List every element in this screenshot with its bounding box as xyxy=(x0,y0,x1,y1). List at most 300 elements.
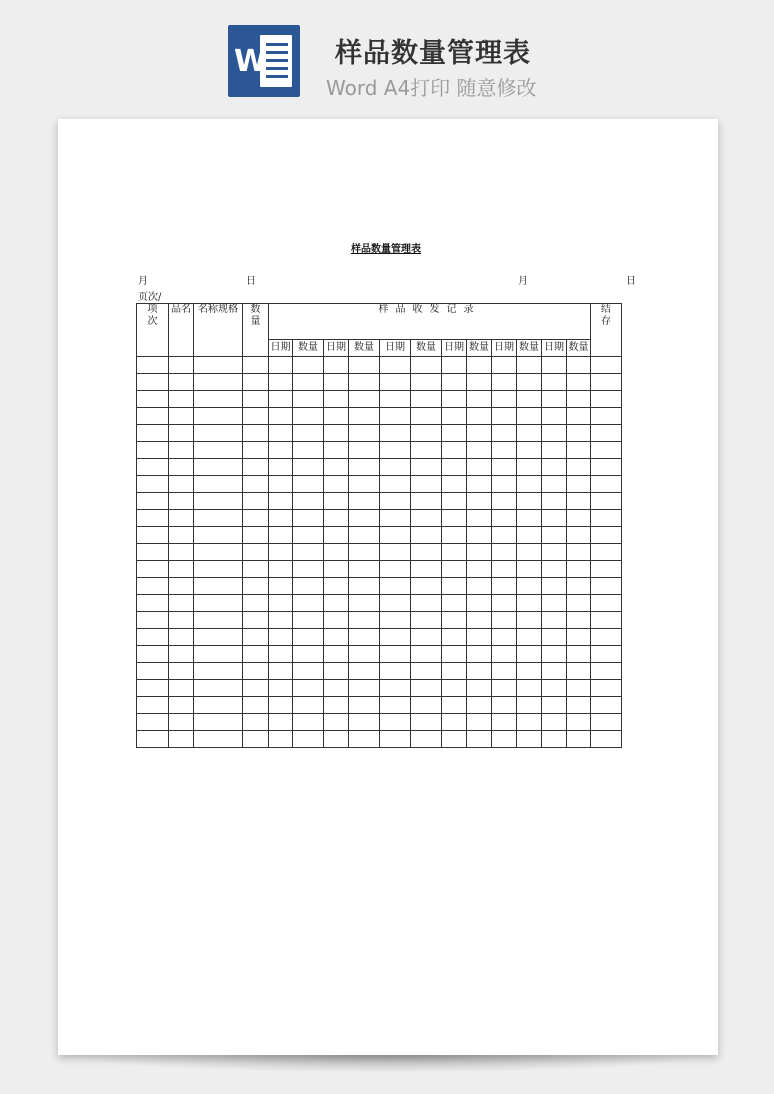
table-cell[interactable] xyxy=(269,476,293,493)
table-cell[interactable] xyxy=(492,476,517,493)
table-cell[interactable] xyxy=(591,544,622,561)
table-cell[interactable] xyxy=(411,459,442,476)
table-cell[interactable] xyxy=(293,391,324,408)
table-cell[interactable] xyxy=(492,646,517,663)
table-cell[interactable] xyxy=(542,612,567,629)
table-cell[interactable] xyxy=(137,527,169,544)
table-cell[interactable] xyxy=(269,374,293,391)
table-cell[interactable] xyxy=(243,697,269,714)
table-cell[interactable] xyxy=(567,646,591,663)
table-cell[interactable] xyxy=(467,731,492,748)
table-cell[interactable] xyxy=(324,493,349,510)
table-cell[interactable] xyxy=(243,680,269,697)
table-cell[interactable] xyxy=(411,527,442,544)
table-cell[interactable] xyxy=(194,680,243,697)
table-cell[interactable] xyxy=(349,646,380,663)
table-cell[interactable] xyxy=(411,425,442,442)
table-cell[interactable] xyxy=(324,697,349,714)
table-cell[interactable] xyxy=(442,544,467,561)
table-cell[interactable] xyxy=(380,646,411,663)
table-cell[interactable] xyxy=(194,476,243,493)
table-cell[interactable] xyxy=(492,612,517,629)
table-cell[interactable] xyxy=(380,391,411,408)
table-cell[interactable] xyxy=(517,459,542,476)
table-cell[interactable] xyxy=(269,459,293,476)
table-cell[interactable] xyxy=(137,612,169,629)
table-cell[interactable] xyxy=(194,629,243,646)
table-cell[interactable] xyxy=(349,731,380,748)
table-cell[interactable] xyxy=(517,561,542,578)
table-cell[interactable] xyxy=(380,476,411,493)
table-cell[interactable] xyxy=(492,731,517,748)
table-cell[interactable] xyxy=(243,374,269,391)
table-cell[interactable] xyxy=(492,629,517,646)
table-cell[interactable] xyxy=(467,578,492,595)
table-cell[interactable] xyxy=(349,561,380,578)
table-cell[interactable] xyxy=(194,612,243,629)
table-cell[interactable] xyxy=(137,374,169,391)
table-cell[interactable] xyxy=(194,578,243,595)
table-cell[interactable] xyxy=(467,374,492,391)
table-cell[interactable] xyxy=(517,391,542,408)
table-cell[interactable] xyxy=(442,680,467,697)
table-cell[interactable] xyxy=(591,663,622,680)
table-cell[interactable] xyxy=(467,493,492,510)
table-cell[interactable] xyxy=(137,391,169,408)
table-cell[interactable] xyxy=(269,629,293,646)
table-cell[interactable] xyxy=(293,629,324,646)
table-cell[interactable] xyxy=(567,680,591,697)
table-cell[interactable] xyxy=(269,510,293,527)
table-cell[interactable] xyxy=(293,646,324,663)
table-cell[interactable] xyxy=(591,527,622,544)
table-cell[interactable] xyxy=(293,680,324,697)
table-cell[interactable] xyxy=(442,697,467,714)
table-cell[interactable] xyxy=(567,493,591,510)
table-cell[interactable] xyxy=(349,595,380,612)
table-cell[interactable] xyxy=(293,578,324,595)
table-cell[interactable] xyxy=(194,493,243,510)
table-cell[interactable] xyxy=(324,425,349,442)
table-cell[interactable] xyxy=(269,391,293,408)
table-cell[interactable] xyxy=(324,391,349,408)
table-cell[interactable] xyxy=(169,510,194,527)
table-cell[interactable] xyxy=(517,612,542,629)
table-cell[interactable] xyxy=(517,680,542,697)
table-cell[interactable] xyxy=(542,697,567,714)
table-cell[interactable] xyxy=(194,544,243,561)
table-cell[interactable] xyxy=(591,408,622,425)
table-cell[interactable] xyxy=(542,578,567,595)
table-cell[interactable] xyxy=(349,527,380,544)
table-cell[interactable] xyxy=(411,561,442,578)
table-cell[interactable] xyxy=(591,731,622,748)
table-cell[interactable] xyxy=(293,357,324,374)
table-cell[interactable] xyxy=(324,629,349,646)
table-cell[interactable] xyxy=(293,612,324,629)
table-cell[interactable] xyxy=(442,374,467,391)
table-cell[interactable] xyxy=(492,561,517,578)
table-cell[interactable] xyxy=(349,357,380,374)
table-cell[interactable] xyxy=(567,476,591,493)
table-cell[interactable] xyxy=(442,510,467,527)
table-cell[interactable] xyxy=(380,408,411,425)
table-cell[interactable] xyxy=(169,425,194,442)
table-cell[interactable] xyxy=(591,697,622,714)
table-cell[interactable] xyxy=(169,629,194,646)
table-cell[interactable] xyxy=(542,714,567,731)
table-cell[interactable] xyxy=(169,408,194,425)
table-cell[interactable] xyxy=(194,408,243,425)
table-cell[interactable] xyxy=(542,680,567,697)
table-cell[interactable] xyxy=(542,510,567,527)
table-cell[interactable] xyxy=(492,697,517,714)
table-cell[interactable] xyxy=(467,612,492,629)
table-cell[interactable] xyxy=(411,544,442,561)
table-cell[interactable] xyxy=(243,459,269,476)
table-cell[interactable] xyxy=(324,680,349,697)
table-cell[interactable] xyxy=(591,561,622,578)
table-cell[interactable] xyxy=(411,408,442,425)
table-cell[interactable] xyxy=(243,646,269,663)
table-cell[interactable] xyxy=(169,646,194,663)
table-cell[interactable] xyxy=(542,544,567,561)
table-cell[interactable] xyxy=(243,663,269,680)
table-cell[interactable] xyxy=(567,663,591,680)
table-cell[interactable] xyxy=(591,510,622,527)
table-cell[interactable] xyxy=(492,374,517,391)
table-cell[interactable] xyxy=(380,714,411,731)
table-cell[interactable] xyxy=(137,544,169,561)
table-cell[interactable] xyxy=(243,476,269,493)
table-cell[interactable] xyxy=(567,561,591,578)
table-cell[interactable] xyxy=(194,425,243,442)
table-cell[interactable] xyxy=(269,357,293,374)
table-cell[interactable] xyxy=(194,731,243,748)
table-cell[interactable] xyxy=(243,493,269,510)
table-cell[interactable] xyxy=(467,629,492,646)
table-cell[interactable] xyxy=(492,408,517,425)
table-cell[interactable] xyxy=(324,510,349,527)
table-cell[interactable] xyxy=(243,544,269,561)
table-cell[interactable] xyxy=(137,663,169,680)
table-cell[interactable] xyxy=(411,595,442,612)
table-cell[interactable] xyxy=(194,561,243,578)
table-cell[interactable] xyxy=(411,680,442,697)
table-cell[interactable] xyxy=(324,544,349,561)
table-cell[interactable] xyxy=(137,459,169,476)
table-cell[interactable] xyxy=(567,629,591,646)
table-cell[interactable] xyxy=(349,680,380,697)
table-cell[interactable] xyxy=(324,374,349,391)
table-cell[interactable] xyxy=(349,544,380,561)
table-cell[interactable] xyxy=(293,527,324,544)
table-cell[interactable] xyxy=(349,578,380,595)
table-cell[interactable] xyxy=(567,697,591,714)
table-cell[interactable] xyxy=(137,697,169,714)
table-cell[interactable] xyxy=(169,357,194,374)
table-cell[interactable] xyxy=(467,680,492,697)
table-cell[interactable] xyxy=(517,493,542,510)
table-cell[interactable] xyxy=(442,578,467,595)
table-cell[interactable] xyxy=(567,357,591,374)
table-cell[interactable] xyxy=(567,510,591,527)
table-cell[interactable] xyxy=(137,510,169,527)
table-cell[interactable] xyxy=(442,357,467,374)
table-cell[interactable] xyxy=(293,714,324,731)
table-cell[interactable] xyxy=(269,646,293,663)
table-cell[interactable] xyxy=(411,714,442,731)
table-cell[interactable] xyxy=(542,408,567,425)
table-cell[interactable] xyxy=(442,408,467,425)
table-cell[interactable] xyxy=(467,561,492,578)
table-cell[interactable] xyxy=(542,646,567,663)
table-cell[interactable] xyxy=(169,714,194,731)
table-cell[interactable] xyxy=(411,646,442,663)
table-cell[interactable] xyxy=(542,442,567,459)
table-cell[interactable] xyxy=(269,408,293,425)
table-cell[interactable] xyxy=(567,459,591,476)
table-cell[interactable] xyxy=(567,425,591,442)
table-cell[interactable] xyxy=(542,561,567,578)
table-cell[interactable] xyxy=(137,493,169,510)
table-cell[interactable] xyxy=(442,731,467,748)
table-cell[interactable] xyxy=(324,527,349,544)
table-cell[interactable] xyxy=(467,357,492,374)
table-cell[interactable] xyxy=(269,663,293,680)
table-cell[interactable] xyxy=(349,408,380,425)
table-cell[interactable] xyxy=(380,459,411,476)
table-cell[interactable] xyxy=(542,476,567,493)
table-cell[interactable] xyxy=(169,680,194,697)
table-cell[interactable] xyxy=(492,391,517,408)
table-cell[interactable] xyxy=(293,510,324,527)
table-cell[interactable] xyxy=(293,731,324,748)
table-cell[interactable] xyxy=(324,561,349,578)
table-cell[interactable] xyxy=(517,357,542,374)
table-cell[interactable] xyxy=(169,663,194,680)
table-cell[interactable] xyxy=(380,425,411,442)
table-cell[interactable] xyxy=(169,493,194,510)
table-cell[interactable] xyxy=(269,527,293,544)
table-cell[interactable] xyxy=(349,425,380,442)
table-cell[interactable] xyxy=(467,459,492,476)
table-cell[interactable] xyxy=(349,629,380,646)
table-cell[interactable] xyxy=(467,714,492,731)
table-cell[interactable] xyxy=(349,697,380,714)
table-cell[interactable] xyxy=(492,510,517,527)
table-cell[interactable] xyxy=(243,731,269,748)
table-cell[interactable] xyxy=(243,578,269,595)
table-cell[interactable] xyxy=(137,425,169,442)
table-cell[interactable] xyxy=(467,595,492,612)
table-cell[interactable] xyxy=(591,680,622,697)
table-cell[interactable] xyxy=(492,680,517,697)
table-cell[interactable] xyxy=(467,408,492,425)
table-cell[interactable] xyxy=(567,544,591,561)
table-cell[interactable] xyxy=(380,731,411,748)
table-cell[interactable] xyxy=(324,731,349,748)
table-cell[interactable] xyxy=(169,442,194,459)
table-cell[interactable] xyxy=(492,663,517,680)
table-cell[interactable] xyxy=(492,493,517,510)
table-cell[interactable] xyxy=(567,612,591,629)
table-cell[interactable] xyxy=(567,391,591,408)
table-cell[interactable] xyxy=(380,357,411,374)
table-cell[interactable] xyxy=(591,476,622,493)
table-cell[interactable] xyxy=(243,527,269,544)
table-cell[interactable] xyxy=(442,629,467,646)
table-cell[interactable] xyxy=(442,595,467,612)
table-cell[interactable] xyxy=(442,425,467,442)
table-cell[interactable] xyxy=(269,697,293,714)
table-cell[interactable] xyxy=(591,459,622,476)
table-cell[interactable] xyxy=(380,493,411,510)
table-cell[interactable] xyxy=(324,357,349,374)
table-cell[interactable] xyxy=(591,442,622,459)
table-cell[interactable] xyxy=(542,493,567,510)
table-cell[interactable] xyxy=(411,391,442,408)
table-cell[interactable] xyxy=(169,561,194,578)
table-cell[interactable] xyxy=(380,629,411,646)
table-cell[interactable] xyxy=(517,510,542,527)
table-cell[interactable] xyxy=(137,714,169,731)
table-cell[interactable] xyxy=(380,527,411,544)
table-cell[interactable] xyxy=(517,663,542,680)
table-cell[interactable] xyxy=(591,493,622,510)
table-cell[interactable] xyxy=(269,731,293,748)
table-cell[interactable] xyxy=(243,629,269,646)
table-cell[interactable] xyxy=(467,646,492,663)
table-cell[interactable] xyxy=(442,561,467,578)
table-cell[interactable] xyxy=(411,510,442,527)
table-cell[interactable] xyxy=(324,595,349,612)
table-cell[interactable] xyxy=(442,442,467,459)
table-cell[interactable] xyxy=(467,544,492,561)
table-cell[interactable] xyxy=(517,595,542,612)
table-cell[interactable] xyxy=(194,510,243,527)
table-cell[interactable] xyxy=(517,476,542,493)
table-cell[interactable] xyxy=(567,527,591,544)
table-cell[interactable] xyxy=(567,714,591,731)
table-cell[interactable] xyxy=(467,391,492,408)
table-cell[interactable] xyxy=(169,697,194,714)
table-cell[interactable] xyxy=(243,391,269,408)
table-cell[interactable] xyxy=(137,578,169,595)
table-cell[interactable] xyxy=(492,544,517,561)
table-cell[interactable] xyxy=(293,595,324,612)
table-cell[interactable] xyxy=(492,714,517,731)
table-cell[interactable] xyxy=(467,425,492,442)
table-cell[interactable] xyxy=(517,714,542,731)
table-cell[interactable] xyxy=(137,680,169,697)
table-cell[interactable] xyxy=(380,561,411,578)
table-cell[interactable] xyxy=(137,408,169,425)
table-cell[interactable] xyxy=(169,527,194,544)
table-cell[interactable] xyxy=(243,561,269,578)
table-cell[interactable] xyxy=(467,663,492,680)
table-cell[interactable] xyxy=(269,425,293,442)
table-cell[interactable] xyxy=(194,595,243,612)
table-cell[interactable] xyxy=(492,595,517,612)
table-cell[interactable] xyxy=(411,442,442,459)
table-cell[interactable] xyxy=(349,459,380,476)
table-cell[interactable] xyxy=(411,357,442,374)
table-cell[interactable] xyxy=(492,578,517,595)
table-cell[interactable] xyxy=(591,374,622,391)
table-cell[interactable] xyxy=(411,578,442,595)
table-cell[interactable] xyxy=(517,544,542,561)
table-cell[interactable] xyxy=(542,629,567,646)
table-cell[interactable] xyxy=(137,595,169,612)
table-cell[interactable] xyxy=(293,493,324,510)
table-cell[interactable] xyxy=(194,391,243,408)
table-cell[interactable] xyxy=(293,425,324,442)
table-cell[interactable] xyxy=(380,595,411,612)
table-cell[interactable] xyxy=(243,442,269,459)
table-cell[interactable] xyxy=(137,442,169,459)
table-cell[interactable] xyxy=(293,663,324,680)
table-cell[interactable] xyxy=(591,357,622,374)
table-cell[interactable] xyxy=(542,374,567,391)
table-cell[interactable] xyxy=(269,544,293,561)
table-cell[interactable] xyxy=(194,442,243,459)
table-cell[interactable] xyxy=(293,697,324,714)
table-cell[interactable] xyxy=(542,527,567,544)
table-cell[interactable] xyxy=(349,476,380,493)
table-cell[interactable] xyxy=(517,646,542,663)
table-cell[interactable] xyxy=(243,357,269,374)
table-cell[interactable] xyxy=(411,493,442,510)
table-cell[interactable] xyxy=(442,459,467,476)
table-cell[interactable] xyxy=(442,714,467,731)
table-cell[interactable] xyxy=(380,697,411,714)
table-cell[interactable] xyxy=(137,561,169,578)
table-cell[interactable] xyxy=(492,442,517,459)
table-cell[interactable] xyxy=(349,510,380,527)
table-cell[interactable] xyxy=(194,374,243,391)
table-cell[interactable] xyxy=(411,374,442,391)
table-cell[interactable] xyxy=(324,612,349,629)
table-cell[interactable] xyxy=(293,374,324,391)
table-cell[interactable] xyxy=(542,391,567,408)
table-cell[interactable] xyxy=(542,425,567,442)
table-cell[interactable] xyxy=(349,663,380,680)
table-cell[interactable] xyxy=(137,731,169,748)
table-cell[interactable] xyxy=(349,391,380,408)
table-cell[interactable] xyxy=(591,714,622,731)
table-cell[interactable] xyxy=(194,646,243,663)
table-cell[interactable] xyxy=(591,578,622,595)
table-cell[interactable] xyxy=(442,527,467,544)
table-cell[interactable] xyxy=(492,357,517,374)
table-cell[interactable] xyxy=(324,476,349,493)
table-cell[interactable] xyxy=(349,612,380,629)
table-cell[interactable] xyxy=(411,663,442,680)
table-cell[interactable] xyxy=(517,408,542,425)
table-cell[interactable] xyxy=(517,442,542,459)
table-cell[interactable] xyxy=(324,714,349,731)
table-cell[interactable] xyxy=(591,612,622,629)
table-cell[interactable] xyxy=(137,629,169,646)
table-cell[interactable] xyxy=(542,459,567,476)
table-cell[interactable] xyxy=(169,374,194,391)
table-cell[interactable] xyxy=(542,357,567,374)
table-cell[interactable] xyxy=(442,493,467,510)
table-cell[interactable] xyxy=(411,731,442,748)
table-cell[interactable] xyxy=(591,629,622,646)
table-cell[interactable] xyxy=(442,646,467,663)
